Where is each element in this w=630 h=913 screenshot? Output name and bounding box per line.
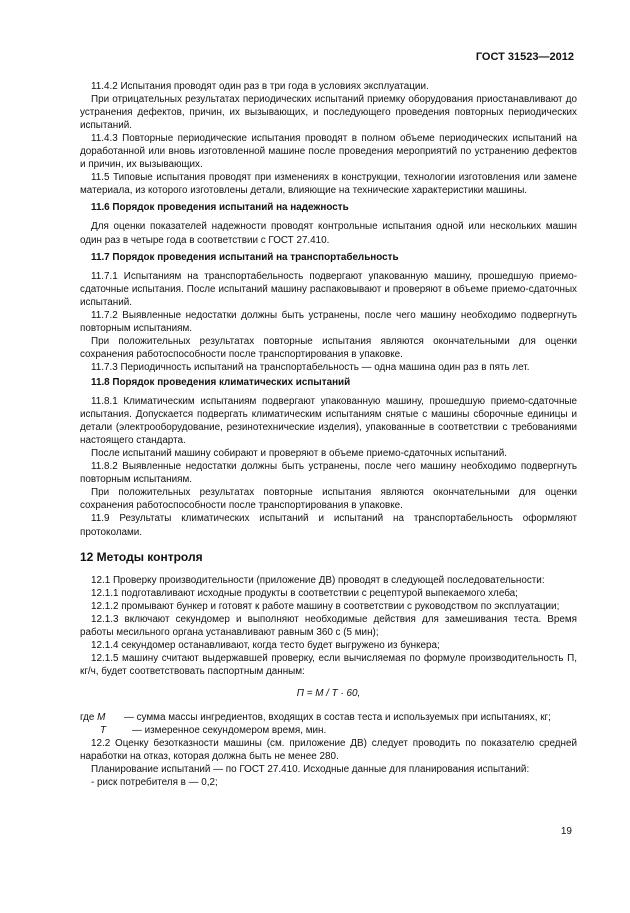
paragraph: 12.1.4 секундомер останавливают, когда тесто будет выгружено из бункера; [91, 639, 440, 651]
paragraph: 12.1.1 подготавливают исходные продукты в соответствии с рецептурой выпекаемого хлеба; [91, 587, 518, 599]
paragraph: Для оценки показателей надежности проводят контрольные испытания одной или нескольких машин один раз в четыре года в соответствии с ГОСТ 27.410. [80, 221, 577, 246]
paragraph: 12.1.2 промывают бункер и готовят к работе машину в соответствии с руководством по эксплуатации; [91, 600, 560, 612]
paragraph: 11.4.2 Испытания проводят один раз в три года в условиях эксплуатации. [91, 81, 429, 92]
definition-symbol: Т [100, 725, 107, 737]
section-heading: 11.7 Порядок проведения испытаний на транспортабельность [91, 251, 399, 263]
page-number: 19 [560, 826, 572, 837]
definition-symbol: где М [80, 712, 106, 724]
section-heading: 11.6 Порядок проведения испытаний на надежность [91, 202, 349, 214]
paragraph: 11.7.1 Испытаниям на транспортабельность подвергают упакованную машину, прошедшую приемо-сдаточные испытания. После испытаний машину распаковывают и проверяют в объеме приемо-сдаточных испытаний. [80, 270, 577, 308]
document-header: ГОСТ 31523—2012 [475, 51, 574, 63]
definition-item [80, 711, 577, 724]
page-content [80, 80, 577, 789]
paragraph: 12.1.3 включают секундомер и выполняют необходимые действия для замешивания теста. Время работы месильного органа устанавливают равным 360 с (5 мин); [80, 613, 577, 638]
paragraph: 11.7.2 Выявленные недостатки должны быть устранены, после чего машину необходимо подвергнуть повторным испытаниям. [80, 309, 577, 334]
paragraph: При положительных результатах повторные испытания являются окончательными для оценки сохранения работоспособности после транспортирования в упаковке. [80, 487, 577, 512]
paragraph: При отрицательных результатах периодических испытаний приемку оборудования приостанавливают до устранения дефектов, причин, их вызывающих, и последующего проведения повторных периодических испытаний. [80, 94, 577, 132]
paragraph: 11.8.2 Выявленные недостатки должны быть устранены, после чего машину необходимо подвергнуть повторным испытаниям. [80, 461, 577, 486]
definition-text: — измеренное секундомером время, мин. [132, 725, 327, 737]
section-title: 12 Методы контроля [80, 549, 203, 564]
paragraph: 11.7.3 Периодичность испытаний на транспортабельность — одна машина один раз в пять лет. [91, 361, 530, 373]
paragraph: 12.2 Оценку безотказности машины (см. приложение ДВ) следует проводить по показателю средней наработки на отказ, которая должна быть не менее 280. [80, 738, 577, 763]
paragraph: - риск потребителя в — 0,2; [91, 777, 218, 789]
paragraph: 12.1.5 машину считают выдержавшей проверку, если вычисляемая по формуле производительность П, кг/ч, будет соответствовать паспортным данным: [80, 652, 577, 677]
paragraph: Планирование испытаний — по ГОСТ 27.410. Исходные данные для планирования испытаний: [91, 764, 530, 776]
definition-item [80, 724, 577, 737]
paragraph: 11.4.3 Повторные периодические испытания проводят в полном объеме периодических испытаний на доработанной или вновь изготовленной машине после проведения мероприятий по устранению дефектов и причин, их вызывающих. [80, 133, 577, 171]
paragraph: При положительных результатах повторные испытания являются окончательными для оценки сохранения работоспособности после транспортирования в упаковке. [80, 335, 577, 360]
paragraph: 11.5 Типовые испытания проводят при изменениях в конструкции, технологии изготовления или замене материала, из которого изготовлены детали, влияющие на технические характеристики машины. [80, 172, 577, 197]
paragraph: 11.8.1 Климатическим испытаниям подвергают упакованную машину, прошедшую приемо-сдаточные испытания. Допускается подвергать климатическим испытаниям снятые с машины сборочные единицы и детали (электрооборудование, резинотехнические изделия), упакованные в соответствии с требованиями настоящего стандарта. [80, 396, 577, 447]
paragraph: После испытаний машину собирают и проверяют в объеме приемо-сдаточных испытаний. [91, 448, 507, 460]
paragraph: 11.9 Результаты климатических испытаний и испытаний на транспортабельность оформляют протоколами. [80, 513, 577, 538]
definition-text: — сумма массы ингредиентов, входящих в состав теста и используемых при испытаниях, кг; [124, 712, 551, 724]
formula: П = М / Т · 60, [296, 687, 361, 699]
section-heading: 11.8 Порядок проведения климатических испытаний [91, 376, 351, 388]
paragraph: 12.1 Проверку производительности (приложение ДВ) проводят в следующей последовательности: [91, 574, 545, 586]
